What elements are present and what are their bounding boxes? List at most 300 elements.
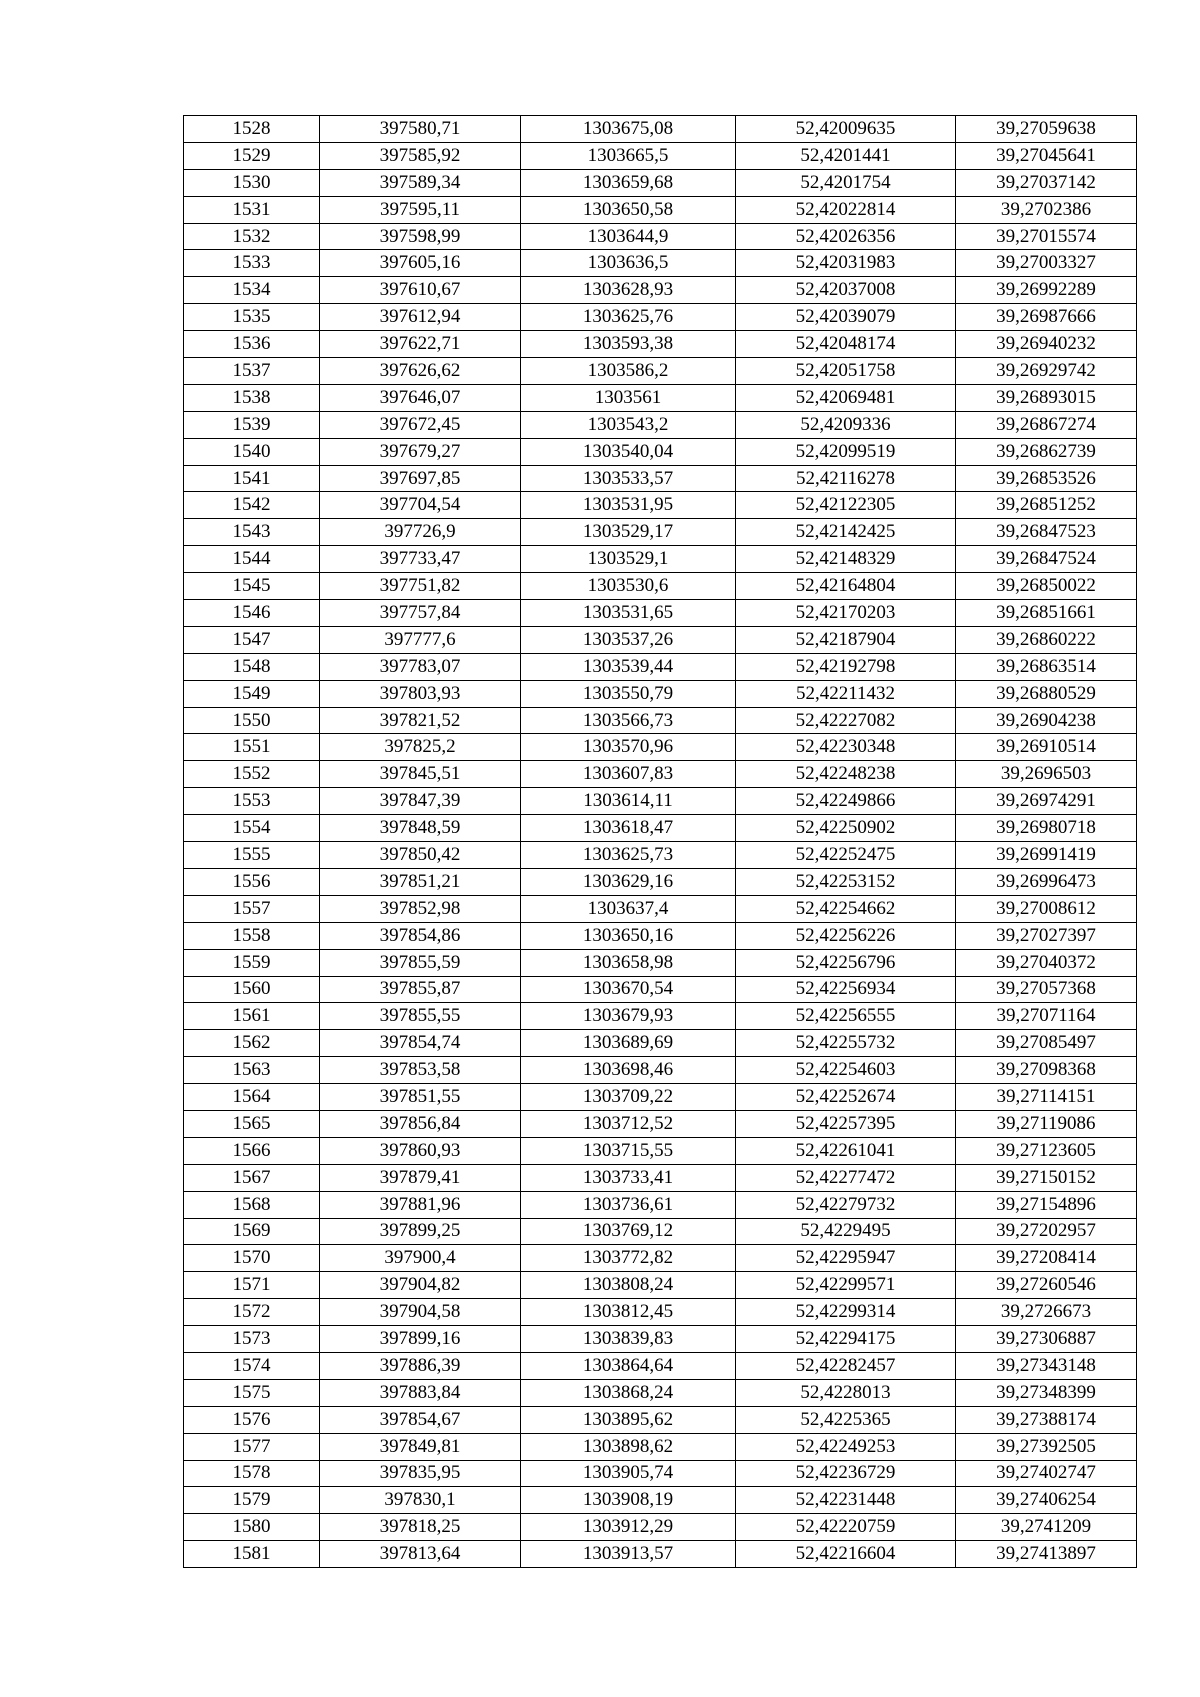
y-coordinate-cell: 1303839,83 [521,1326,736,1353]
latitude-cell: 52,4201441 [736,142,956,169]
table-row [184,1299,1137,1326]
y-coordinate-cell: 1303912,29 [521,1514,736,1541]
latitude-cell: 52,42256934 [736,976,956,1003]
x-coordinate-cell: 397751,82 [320,573,521,600]
table-row [184,250,1137,277]
longitude-cell: 39,26904238 [956,707,1137,734]
y-coordinate-cell: 1303679,93 [521,1003,736,1030]
longitude-cell: 39,27008612 [956,895,1137,922]
y-coordinate-cell: 1303529,1 [521,546,736,573]
y-coordinate-cell: 1303898,62 [521,1433,736,1460]
y-coordinate-cell: 1303689,69 [521,1030,736,1057]
x-coordinate-cell: 397853,58 [320,1057,521,1084]
x-coordinate-cell: 397835,95 [320,1460,521,1487]
latitude-cell: 52,42295947 [736,1245,956,1272]
y-coordinate-cell: 1303675,08 [521,116,736,143]
longitude-cell: 39,27059638 [956,116,1137,143]
table-row [184,1245,1137,1272]
table-row [184,1164,1137,1191]
x-coordinate-cell: 397850,42 [320,842,521,869]
point-number-cell: 1548 [184,653,320,680]
x-coordinate-cell: 397904,58 [320,1299,521,1326]
latitude-cell: 52,42026356 [736,223,956,250]
latitude-cell: 52,42051758 [736,358,956,385]
x-coordinate-cell: 397612,94 [320,304,521,331]
table-row [184,1191,1137,1218]
latitude-cell: 52,42248238 [736,761,956,788]
table-row [184,1272,1137,1299]
table-row [184,815,1137,842]
x-coordinate-cell: 397726,9 [320,519,521,546]
point-number-cell: 1540 [184,438,320,465]
longitude-cell: 39,26910514 [956,734,1137,761]
point-number-cell: 1564 [184,1084,320,1111]
longitude-cell: 39,26987666 [956,304,1137,331]
longitude-cell: 39,27306887 [956,1326,1137,1353]
latitude-cell: 52,42256226 [736,922,956,949]
table-row [184,1379,1137,1406]
longitude-cell: 39,27085497 [956,1030,1137,1057]
y-coordinate-cell: 1303868,24 [521,1379,736,1406]
longitude-cell: 39,27098368 [956,1057,1137,1084]
longitude-cell: 39,27027397 [956,922,1137,949]
x-coordinate-cell: 397697,85 [320,465,521,492]
table-row [184,895,1137,922]
longitude-cell: 39,26893015 [956,384,1137,411]
longitude-cell: 39,27015574 [956,223,1137,250]
longitude-cell: 39,27343148 [956,1352,1137,1379]
point-number-cell: 1558 [184,922,320,949]
longitude-cell: 39,26847524 [956,546,1137,573]
latitude-cell: 52,42294175 [736,1326,956,1353]
x-coordinate-cell: 397879,41 [320,1164,521,1191]
longitude-cell: 39,27119086 [956,1110,1137,1137]
table-row [184,331,1137,358]
table-row [184,465,1137,492]
point-number-cell: 1531 [184,196,320,223]
x-coordinate-cell: 397818,25 [320,1514,521,1541]
table-row [184,1487,1137,1514]
latitude-cell: 52,42069481 [736,384,956,411]
latitude-cell: 52,4209336 [736,411,956,438]
point-number-cell: 1567 [184,1164,320,1191]
latitude-cell: 52,42192798 [736,653,956,680]
table-row [184,1541,1137,1568]
latitude-cell: 52,42256796 [736,949,956,976]
y-coordinate-cell: 1303628,93 [521,277,736,304]
table-row [184,1030,1137,1057]
table-row [184,384,1137,411]
longitude-cell: 39,27003327 [956,250,1137,277]
table-row [184,1084,1137,1111]
latitude-cell: 52,42256555 [736,1003,956,1030]
table-row [184,707,1137,734]
longitude-cell: 39,26853526 [956,465,1137,492]
y-coordinate-cell: 1303593,38 [521,331,736,358]
x-coordinate-cell: 397881,96 [320,1191,521,1218]
coordinates-table [183,115,1137,1568]
table-row [184,196,1137,223]
x-coordinate-cell: 397595,11 [320,196,521,223]
x-coordinate-cell: 397580,71 [320,116,521,143]
longitude-cell: 39,2741209 [956,1514,1137,1541]
point-number-cell: 1543 [184,519,320,546]
latitude-cell: 52,42187904 [736,626,956,653]
latitude-cell: 52,42116278 [736,465,956,492]
x-coordinate-cell: 397733,47 [320,546,521,573]
point-number-cell: 1541 [184,465,320,492]
y-coordinate-cell: 1303864,64 [521,1352,736,1379]
x-coordinate-cell: 397886,39 [320,1352,521,1379]
point-number-cell: 1577 [184,1433,320,1460]
x-coordinate-cell: 397847,39 [320,788,521,815]
latitude-cell: 52,42048174 [736,331,956,358]
point-number-cell: 1561 [184,1003,320,1030]
longitude-cell: 39,26847523 [956,519,1137,546]
point-number-cell: 1571 [184,1272,320,1299]
table-row [184,492,1137,519]
point-number-cell: 1568 [184,1191,320,1218]
point-number-cell: 1576 [184,1406,320,1433]
x-coordinate-cell: 397672,45 [320,411,521,438]
table-row [184,1110,1137,1137]
latitude-cell: 52,42009635 [736,116,956,143]
y-coordinate-cell: 1303644,9 [521,223,736,250]
longitude-cell: 39,27402747 [956,1460,1137,1487]
longitude-cell: 39,2726673 [956,1299,1137,1326]
point-number-cell: 1533 [184,250,320,277]
latitude-cell: 52,42216604 [736,1541,956,1568]
longitude-cell: 39,27057368 [956,976,1137,1003]
y-coordinate-cell: 1303895,62 [521,1406,736,1433]
y-coordinate-cell: 1303533,57 [521,465,736,492]
point-number-cell: 1578 [184,1460,320,1487]
point-number-cell: 1549 [184,680,320,707]
longitude-cell: 39,26850022 [956,573,1137,600]
table-row [184,1406,1137,1433]
latitude-cell: 52,42261041 [736,1137,956,1164]
y-coordinate-cell: 1303540,04 [521,438,736,465]
table-row [184,1218,1137,1245]
longitude-cell: 39,26974291 [956,788,1137,815]
table-row [184,142,1137,169]
point-number-cell: 1579 [184,1487,320,1514]
point-number-cell: 1569 [184,1218,320,1245]
x-coordinate-cell: 397845,51 [320,761,521,788]
y-coordinate-cell: 1303566,73 [521,707,736,734]
x-coordinate-cell: 397813,64 [320,1541,521,1568]
table-row [184,680,1137,707]
x-coordinate-cell: 397783,07 [320,653,521,680]
table-row [184,976,1137,1003]
longitude-cell: 39,27114151 [956,1084,1137,1111]
latitude-cell: 52,42231448 [736,1487,956,1514]
table-row [184,573,1137,600]
latitude-cell: 52,42299571 [736,1272,956,1299]
longitude-cell: 39,27154896 [956,1191,1137,1218]
x-coordinate-cell: 397900,4 [320,1245,521,1272]
latitude-cell: 52,42236729 [736,1460,956,1487]
y-coordinate-cell: 1303586,2 [521,358,736,385]
table-row [184,734,1137,761]
table-row [184,116,1137,143]
point-number-cell: 1554 [184,815,320,842]
y-coordinate-cell: 1303636,5 [521,250,736,277]
point-number-cell: 1560 [184,976,320,1003]
longitude-cell: 39,27348399 [956,1379,1137,1406]
point-number-cell: 1580 [184,1514,320,1541]
table-row [184,438,1137,465]
longitude-cell: 39,2696503 [956,761,1137,788]
table-row [184,626,1137,653]
point-number-cell: 1570 [184,1245,320,1272]
x-coordinate-cell: 397854,74 [320,1030,521,1057]
point-number-cell: 1557 [184,895,320,922]
x-coordinate-cell: 397598,99 [320,223,521,250]
point-number-cell: 1556 [184,868,320,895]
x-coordinate-cell: 397855,55 [320,1003,521,1030]
longitude-cell: 39,27071164 [956,1003,1137,1030]
point-number-cell: 1552 [184,761,320,788]
latitude-cell: 52,42142425 [736,519,956,546]
y-coordinate-cell: 1303543,2 [521,411,736,438]
latitude-cell: 52,42170203 [736,600,956,627]
x-coordinate-cell: 397704,54 [320,492,521,519]
longitude-cell: 39,27150152 [956,1164,1137,1191]
x-coordinate-cell: 397757,84 [320,600,521,627]
x-coordinate-cell: 397803,93 [320,680,521,707]
point-number-cell: 1551 [184,734,320,761]
point-number-cell: 1572 [184,1299,320,1326]
latitude-cell: 52,42037008 [736,277,956,304]
point-number-cell: 1544 [184,546,320,573]
longitude-cell: 39,27045641 [956,142,1137,169]
table-row [184,1137,1137,1164]
longitude-cell: 39,27392505 [956,1433,1137,1460]
point-number-cell: 1563 [184,1057,320,1084]
y-coordinate-cell: 1303650,16 [521,922,736,949]
latitude-cell: 52,42255732 [736,1030,956,1057]
point-number-cell: 1562 [184,1030,320,1057]
longitude-cell: 39,26991419 [956,842,1137,869]
longitude-cell: 39,27037142 [956,169,1137,196]
table-row [184,1433,1137,1460]
longitude-cell: 39,2702386 [956,196,1137,223]
y-coordinate-cell: 1303905,74 [521,1460,736,1487]
latitude-cell: 52,42257395 [736,1110,956,1137]
x-coordinate-cell: 397852,98 [320,895,521,922]
y-coordinate-cell: 1303698,46 [521,1057,736,1084]
longitude-cell: 39,26996473 [956,868,1137,895]
point-number-cell: 1530 [184,169,320,196]
y-coordinate-cell: 1303808,24 [521,1272,736,1299]
y-coordinate-cell: 1303812,45 [521,1299,736,1326]
table-row [184,788,1137,815]
y-coordinate-cell: 1303561 [521,384,736,411]
latitude-cell: 52,4228013 [736,1379,956,1406]
x-coordinate-cell: 397855,87 [320,976,521,1003]
table-row [184,868,1137,895]
latitude-cell: 52,4201754 [736,169,956,196]
x-coordinate-cell: 397854,86 [320,922,521,949]
table-row [184,1003,1137,1030]
longitude-cell: 39,27208414 [956,1245,1137,1272]
table-row [184,1352,1137,1379]
y-coordinate-cell: 1303637,4 [521,895,736,922]
x-coordinate-cell: 397626,62 [320,358,521,385]
y-coordinate-cell: 1303769,12 [521,1218,736,1245]
longitude-cell: 39,27123605 [956,1137,1137,1164]
y-coordinate-cell: 1303614,11 [521,788,736,815]
x-coordinate-cell: 397646,07 [320,384,521,411]
table-row [184,1460,1137,1487]
latitude-cell: 52,42220759 [736,1514,956,1541]
latitude-cell: 52,42022814 [736,196,956,223]
x-coordinate-cell: 397851,55 [320,1084,521,1111]
y-coordinate-cell: 1303539,44 [521,653,736,680]
point-number-cell: 1536 [184,331,320,358]
latitude-cell: 52,42249253 [736,1433,956,1460]
point-number-cell: 1529 [184,142,320,169]
point-number-cell: 1534 [184,277,320,304]
latitude-cell: 52,42031983 [736,250,956,277]
x-coordinate-cell: 397855,59 [320,949,521,976]
latitude-cell: 52,42099519 [736,438,956,465]
point-number-cell: 1573 [184,1326,320,1353]
latitude-cell: 52,42227082 [736,707,956,734]
coordinates-table-body [184,116,1137,1568]
y-coordinate-cell: 1303650,58 [521,196,736,223]
point-number-cell: 1547 [184,626,320,653]
y-coordinate-cell: 1303772,82 [521,1245,736,1272]
longitude-cell: 39,26940232 [956,331,1137,358]
point-number-cell: 1555 [184,842,320,869]
x-coordinate-cell: 397605,16 [320,250,521,277]
table-row [184,761,1137,788]
latitude-cell: 52,42252475 [736,842,956,869]
longitude-cell: 39,26980718 [956,815,1137,842]
y-coordinate-cell: 1303531,65 [521,600,736,627]
latitude-cell: 52,42253152 [736,868,956,895]
point-number-cell: 1559 [184,949,320,976]
x-coordinate-cell: 397589,34 [320,169,521,196]
x-coordinate-cell: 397610,67 [320,277,521,304]
table-row [184,1514,1137,1541]
y-coordinate-cell: 1303736,61 [521,1191,736,1218]
x-coordinate-cell: 397679,27 [320,438,521,465]
x-coordinate-cell: 397856,84 [320,1110,521,1137]
longitude-cell: 39,26860222 [956,626,1137,653]
y-coordinate-cell: 1303670,54 [521,976,736,1003]
longitude-cell: 39,26851661 [956,600,1137,627]
y-coordinate-cell: 1303531,95 [521,492,736,519]
table-row [184,358,1137,385]
table-row [184,411,1137,438]
latitude-cell: 52,42122305 [736,492,956,519]
y-coordinate-cell: 1303733,41 [521,1164,736,1191]
longitude-cell: 39,27413897 [956,1541,1137,1568]
x-coordinate-cell: 397854,67 [320,1406,521,1433]
latitude-cell: 52,42249866 [736,788,956,815]
y-coordinate-cell: 1303625,73 [521,842,736,869]
x-coordinate-cell: 397777,6 [320,626,521,653]
latitude-cell: 52,42254603 [736,1057,956,1084]
longitude-cell: 39,26863514 [956,653,1137,680]
table-row [184,546,1137,573]
table-row [184,949,1137,976]
x-coordinate-cell: 397821,52 [320,707,521,734]
longitude-cell: 39,26992289 [956,277,1137,304]
y-coordinate-cell: 1303658,98 [521,949,736,976]
point-number-cell: 1565 [184,1110,320,1137]
y-coordinate-cell: 1303908,19 [521,1487,736,1514]
latitude-cell: 52,4229495 [736,1218,956,1245]
table-row [184,1057,1137,1084]
table-row [184,842,1137,869]
latitude-cell: 52,42299314 [736,1299,956,1326]
y-coordinate-cell: 1303709,22 [521,1084,736,1111]
point-number-cell: 1553 [184,788,320,815]
longitude-cell: 39,27202957 [956,1218,1137,1245]
latitude-cell: 52,4225365 [736,1406,956,1433]
longitude-cell: 39,26851252 [956,492,1137,519]
longitude-cell: 39,27260546 [956,1272,1137,1299]
x-coordinate-cell: 397904,82 [320,1272,521,1299]
y-coordinate-cell: 1303913,57 [521,1541,736,1568]
x-coordinate-cell: 397585,92 [320,142,521,169]
point-number-cell: 1545 [184,573,320,600]
x-coordinate-cell: 397849,81 [320,1433,521,1460]
latitude-cell: 52,42211432 [736,680,956,707]
point-number-cell: 1538 [184,384,320,411]
point-number-cell: 1566 [184,1137,320,1164]
y-coordinate-cell: 1303530,6 [521,573,736,600]
latitude-cell: 52,42148329 [736,546,956,573]
latitude-cell: 52,42252674 [736,1084,956,1111]
x-coordinate-cell: 397825,2 [320,734,521,761]
table-row [184,223,1137,250]
longitude-cell: 39,26867274 [956,411,1137,438]
latitude-cell: 52,42164804 [736,573,956,600]
latitude-cell: 52,42279732 [736,1191,956,1218]
table-row [184,304,1137,331]
point-number-cell: 1539 [184,411,320,438]
latitude-cell: 52,42254662 [736,895,956,922]
y-coordinate-cell: 1303537,26 [521,626,736,653]
point-number-cell: 1537 [184,358,320,385]
y-coordinate-cell: 1303529,17 [521,519,736,546]
latitude-cell: 52,42230348 [736,734,956,761]
table-row [184,653,1137,680]
y-coordinate-cell: 1303665,5 [521,142,736,169]
x-coordinate-cell: 397899,16 [320,1326,521,1353]
y-coordinate-cell: 1303712,52 [521,1110,736,1137]
latitude-cell: 52,42277472 [736,1164,956,1191]
point-number-cell: 1546 [184,600,320,627]
longitude-cell: 39,26929742 [956,358,1137,385]
x-coordinate-cell: 397851,21 [320,868,521,895]
point-number-cell: 1528 [184,116,320,143]
table-row [184,1326,1137,1353]
x-coordinate-cell: 397830,1 [320,1487,521,1514]
y-coordinate-cell: 1303570,96 [521,734,736,761]
y-coordinate-cell: 1303715,55 [521,1137,736,1164]
y-coordinate-cell: 1303550,79 [521,680,736,707]
longitude-cell: 39,27406254 [956,1487,1137,1514]
point-number-cell: 1550 [184,707,320,734]
x-coordinate-cell: 397899,25 [320,1218,521,1245]
x-coordinate-cell: 397883,84 [320,1379,521,1406]
